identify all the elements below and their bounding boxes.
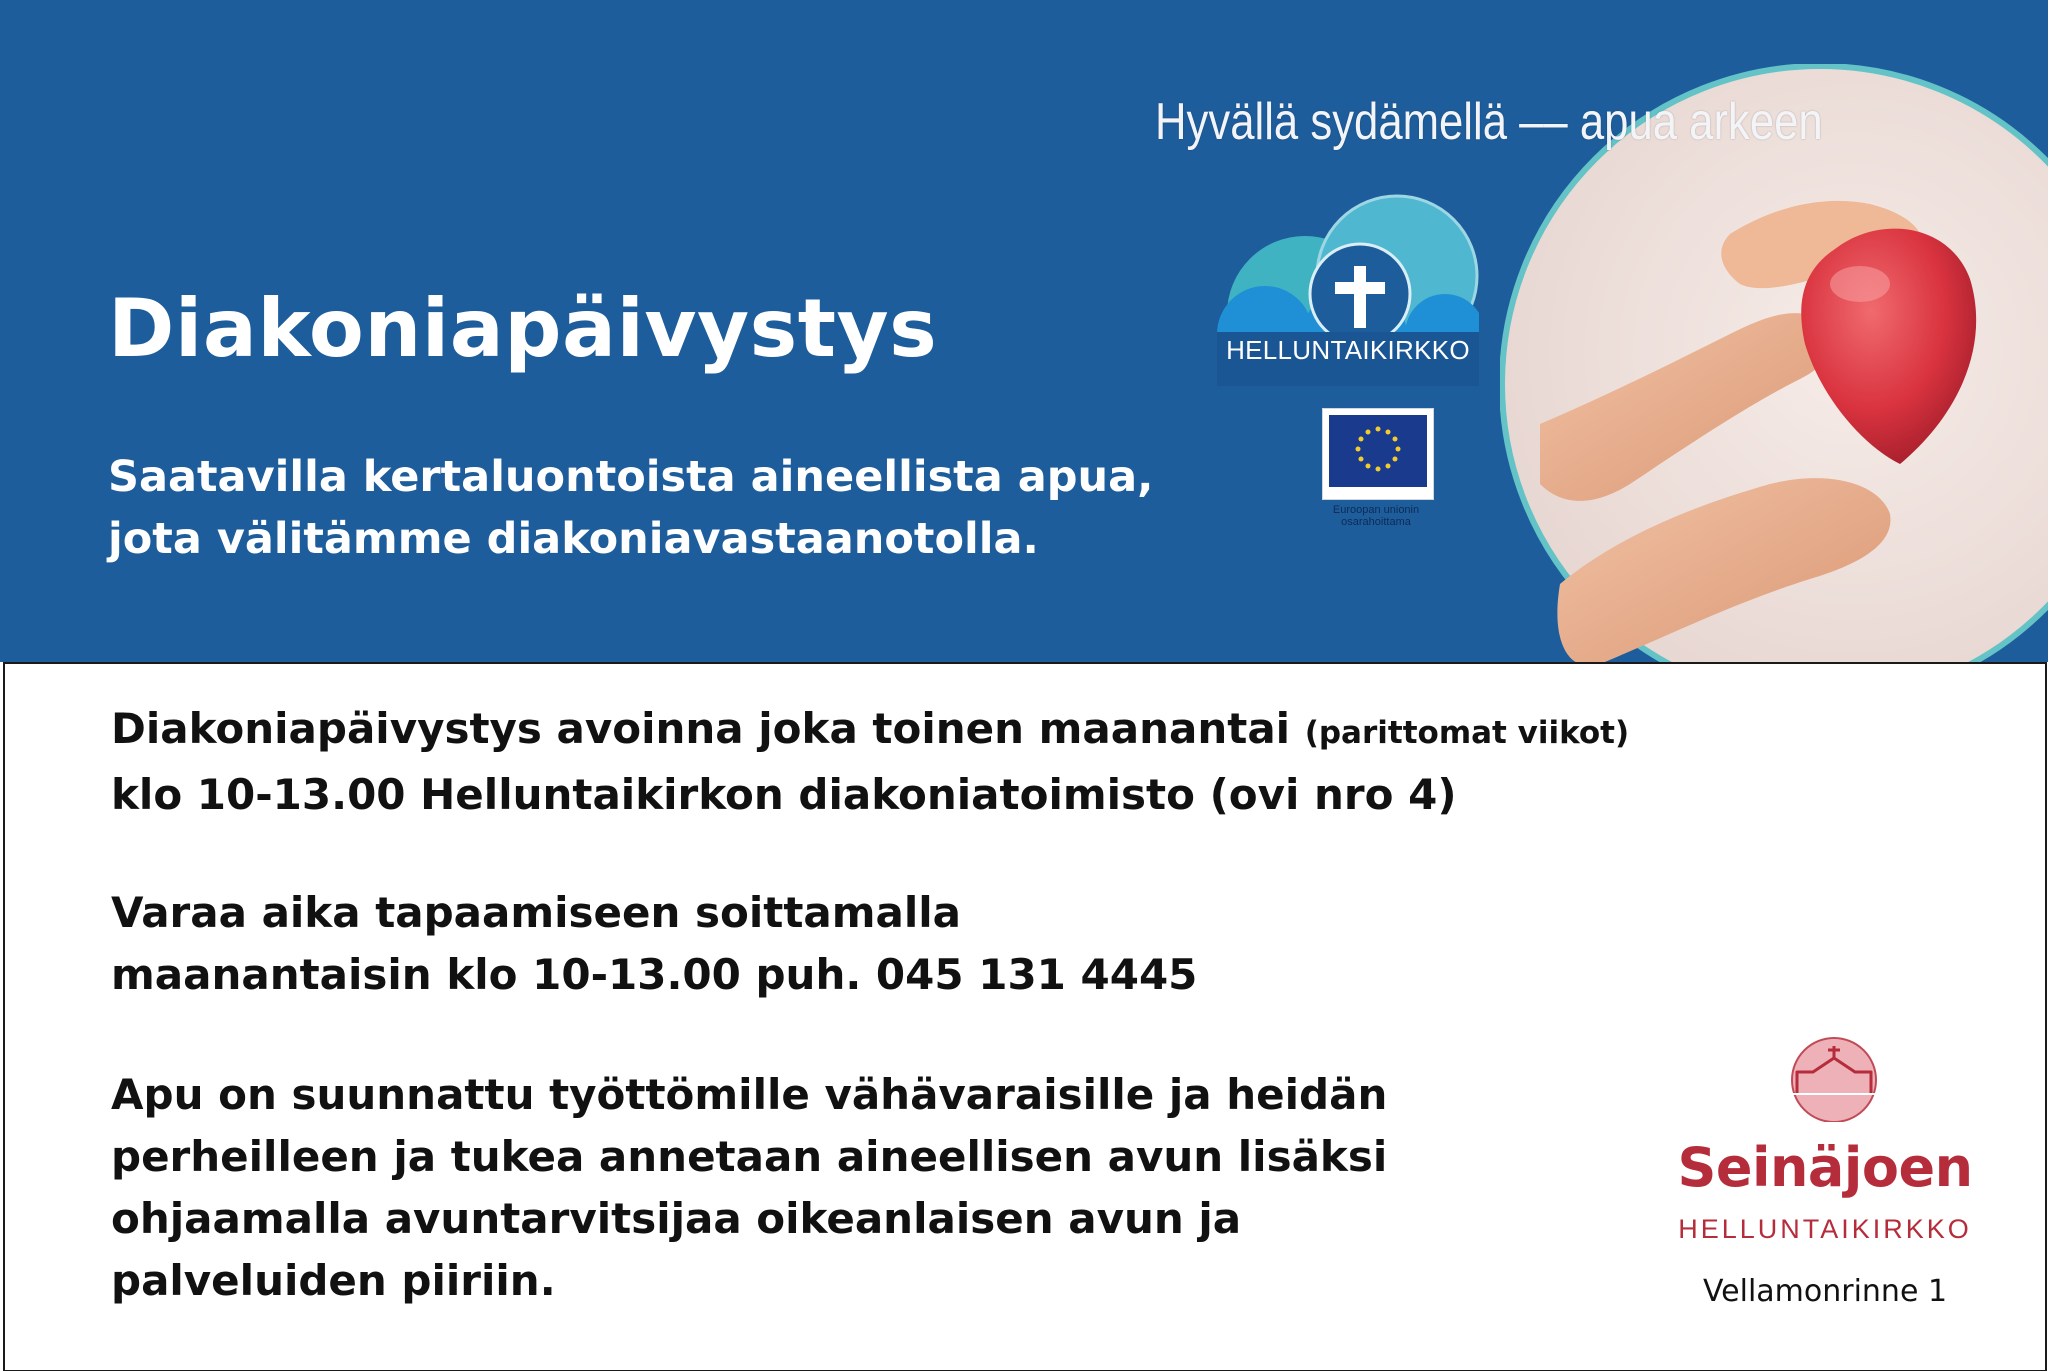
booking-line: Varaa aika tapaamiseen soittamalla <box>111 888 962 937</box>
target-group-paragraph <box>111 1064 1387 1312</box>
church-logo-label: HELLUNTAIKIRKKO <box>1217 332 1479 386</box>
target-group-line: Apu on suunnattu työttömille vähävaraisille ja heidän <box>111 1070 1388 1119</box>
opening-hours-location: klo 10-13.00 Helluntaikirkon diakoniatoimisto (ovi nro 4) <box>111 770 1457 819</box>
brand-address: Vellamonrinne 1 <box>1702 1274 1948 1309</box>
target-group-line: perheilleen ja tukea annetaan aineellisen avun lisäksi <box>111 1132 1388 1181</box>
banner-title: Diakoniapäivystys <box>108 282 938 375</box>
banner-subtitle <box>108 446 1153 570</box>
brand-name: Seinäjoen <box>1677 1136 1973 1199</box>
target-group-line: palveluiden piiriin. <box>111 1256 556 1305</box>
banner-subtitle-line: Saatavilla kertaluontoista aineellista apua, <box>108 452 1154 502</box>
booking-paragraph <box>111 882 1197 1006</box>
banner <box>0 0 2048 662</box>
church-building-icon <box>1779 1032 1889 1122</box>
eu-caption: Euroopan unionin osarahoittama <box>1332 504 1420 528</box>
heart-hands-photo <box>1500 64 2048 662</box>
eu-flag-icon <box>1322 408 1434 500</box>
slogan: Hyvällä sydämellä –– apua arkeen <box>1155 93 1823 151</box>
opening-hours-paragraph <box>111 698 1629 826</box>
booking-phone-line: maanantaisin klo 10-13.00 puh. 045 131 4445 <box>111 950 1198 999</box>
church-brand <box>1675 1032 1975 1332</box>
opening-hours-line <box>111 698 1629 764</box>
opening-hours-main: Diakoniapäivystys avoinna joka toinen maanantai <box>111 704 1291 753</box>
banner-subtitle-line: jota välitämme diakoniavastaanotolla. <box>108 514 1039 564</box>
target-group-line: ohjaamalla avuntarvitsijaa oikeanlaisen avun ja <box>111 1194 1242 1243</box>
odd-weeks-note: (parittomat viikot) <box>1304 715 1630 751</box>
brand-subtitle: HELLUNTAIKIRKKO <box>1678 1214 1972 1244</box>
info-box <box>3 662 2047 1371</box>
